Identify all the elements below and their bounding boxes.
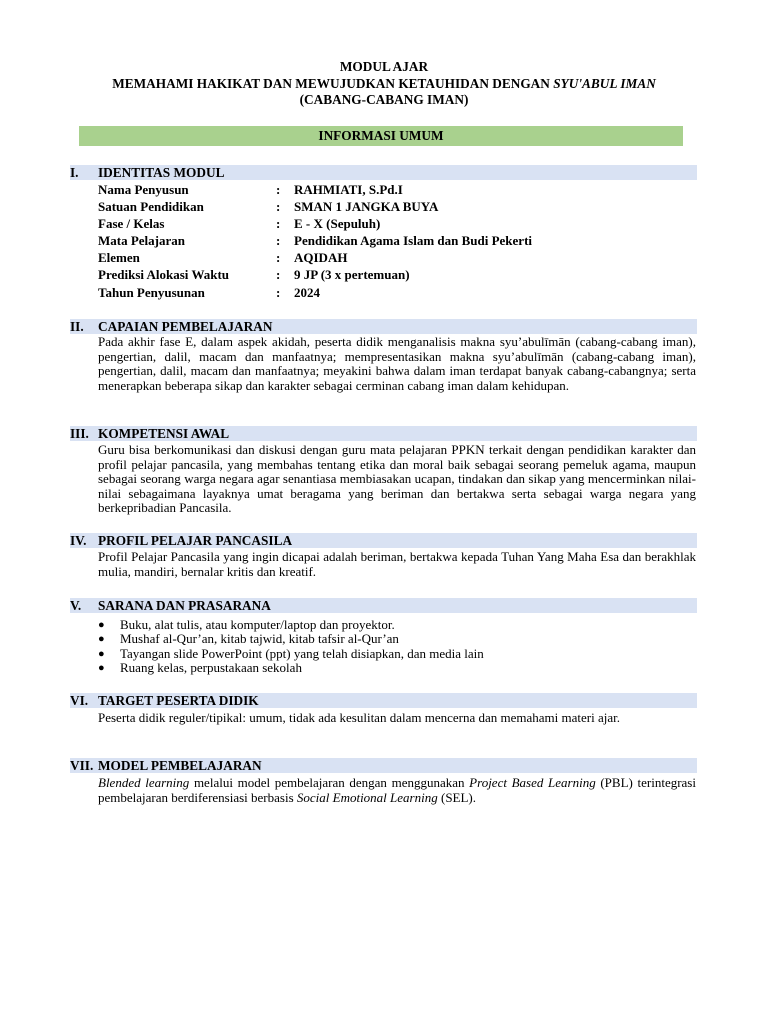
model-text-italic: Project Based Learning [469,775,596,790]
section-number: IV. [70,533,87,548]
identity-row [98,215,698,232]
identity-key: Tahun Penyusunan [98,285,205,300]
info-bar: INFORMASI UMUM [79,126,683,146]
module-title [0,76,768,92]
section-header-identitas [70,165,697,180]
identity-value: Pendidikan Agama Islam dan Budi Pekerti [294,233,533,248]
section-title: TARGET PESERTA DIDIK [98,693,259,708]
list-item [98,618,696,632]
identity-row [98,232,698,249]
profil-text: Profil Pelajar Pancasila yang ingin dicapai adalah beriman, bertakwa kepada Tuhan Yang Maha Esa dan berakhlak mulia, mandiri, bernalar kritis dan kreatif. [98,549,696,579]
section-header-kompetensi [70,426,697,441]
list-item-text: Ruang kelas, perpustakaan sekolah [120,660,302,676]
identity-separator: : [276,250,281,265]
section-number: VI. [70,693,89,708]
list-item [98,647,696,661]
model-text-part: (SEL). [437,789,477,805]
kompetensi-text: Guru bisa berkomunikasi dan diskusi dengan guru mata pelajaran PPKN terkait dengan pendidikan karakter dan profil pelajar pancasila, yang membahas tentang etika dan moral baik sebagai seorang pemeluk agama, maupun sebagai seorang warga negara agar senantiasa membiasakan ucapan, tindakan dan sikap yang mencerminkan nilai-nilai sebagaimana layaknya umat beragama yang beriman dan bertakwa serta sebagai warga negara yang berkepribadian Pancasila. [98,442,696,516]
list-item-text: Mushaf al-Qur’an, kitab tajwid, kitab tafsir al-Qur’an [120,631,399,647]
section-title: MODEL PEMBELAJARAN [98,758,262,773]
model-text [98,776,696,805]
identity-separator: : [276,267,281,282]
model-text-part: (PBL) terintegrasi pembelajaran berdiferensiasi berbasis [98,775,696,805]
identity-key: Satuan Pendidikan [98,199,204,214]
section-number: I. [70,165,79,180]
bullet-icon: ● [98,647,105,660]
section-number: V. [70,598,82,613]
target-text: Peserta didik reguler/tipikal: umum, tidak ada kesulitan dalam mencerna dan memahami materi ajar. [98,710,620,725]
identity-separator: : [276,199,281,214]
identity-row [98,266,698,283]
sarana-list [98,618,696,676]
list-item [98,661,696,675]
identity-value: SMAN 1 JANGKA BUYA [294,199,439,214]
identity-value: AQIDAH [294,250,348,265]
list-item-text: Buku, alat tulis, atau komputer/laptop dan proyektor. [120,617,395,632]
identity-key: Mata Pelajaran [98,233,186,248]
identity-value: 9 JP (3 x pertemuan) [294,267,410,282]
capaian-text: Pada akhir fase E, dalam aspek akidah, peserta didik menganalisis makna syu’abulīmān (cabang-cabang iman), pengertian, dalil, macam dan manfaatnya; mempresentasikan makna syu’abulīmān (cabang-cabang iman), pengertian, dalil, macam dan manfaatnya; meyakini bahwa dalam iman terdapat banyak cabang-cabangnya; serta menerapkan beberapa sikap dan karakter sebagai cerminan cabang iman dalam kehidupan. [98,334,696,393]
identity-key: Prediksi Alokasi Waktu [98,267,230,282]
model-text-part: melalui model pembelajaran dengan menggunakan [189,775,470,790]
section-number: II. [70,319,84,334]
identity-separator: : [276,216,281,231]
module-subtitle: (CABANG-CABANG IMAN) [299,92,469,107]
bullet-icon: ● [98,633,105,646]
bullet-icon: ● [98,619,105,631]
section-title: KOMPETENSI AWAL [98,426,230,441]
section-header-model [70,758,697,773]
identity-key: Fase / Kelas [98,216,165,231]
section-number: III. [70,426,89,441]
section-header-capaian [70,319,697,334]
section-title: PROFIL PELAJAR PANCASILA [98,533,293,548]
model-text-italic: Blended learning [98,775,190,790]
section-header-sarana [70,598,697,613]
section-number: VII. [70,758,94,773]
identity-separator: : [276,233,281,248]
identity-row [98,284,698,301]
identity-row [98,181,698,198]
identity-row [98,249,698,266]
section-header-target [70,693,697,708]
module-title-text: MEMAHAMI HAKIKAT DAN MEWUJUDKAN KETAUHIDAN DENGAN [112,76,554,91]
module-label: MODUL AJAR [339,59,429,74]
module-title-italic: SYU'ABUL IMAN [553,76,656,91]
section-title: IDENTITAS MODUL [98,165,225,180]
list-item-text: Tayangan slide PowerPoint (ppt) yang telah disiapkan, dan media lain [120,645,484,661]
identity-key: Elemen [98,250,140,265]
bullet-icon: ● [98,662,105,675]
identity-value: RAHMIATI, S.Pd.I [294,182,403,197]
section-title: SARANA DAN PRASARANA [98,598,271,613]
list-item [98,632,696,646]
section-header-profil [70,533,697,548]
identity-value: E - X (Sepuluh) [294,216,381,231]
identity-row [98,198,698,215]
section-title: CAPAIAN PEMBELAJARAN [98,319,273,334]
identity-key: Nama Penyusun [98,182,189,197]
identity-separator: : [276,285,281,300]
identity-separator: : [276,182,281,197]
model-text-italic: Social Emotional Learning [296,789,438,805]
identity-value: 2024 [294,285,320,300]
